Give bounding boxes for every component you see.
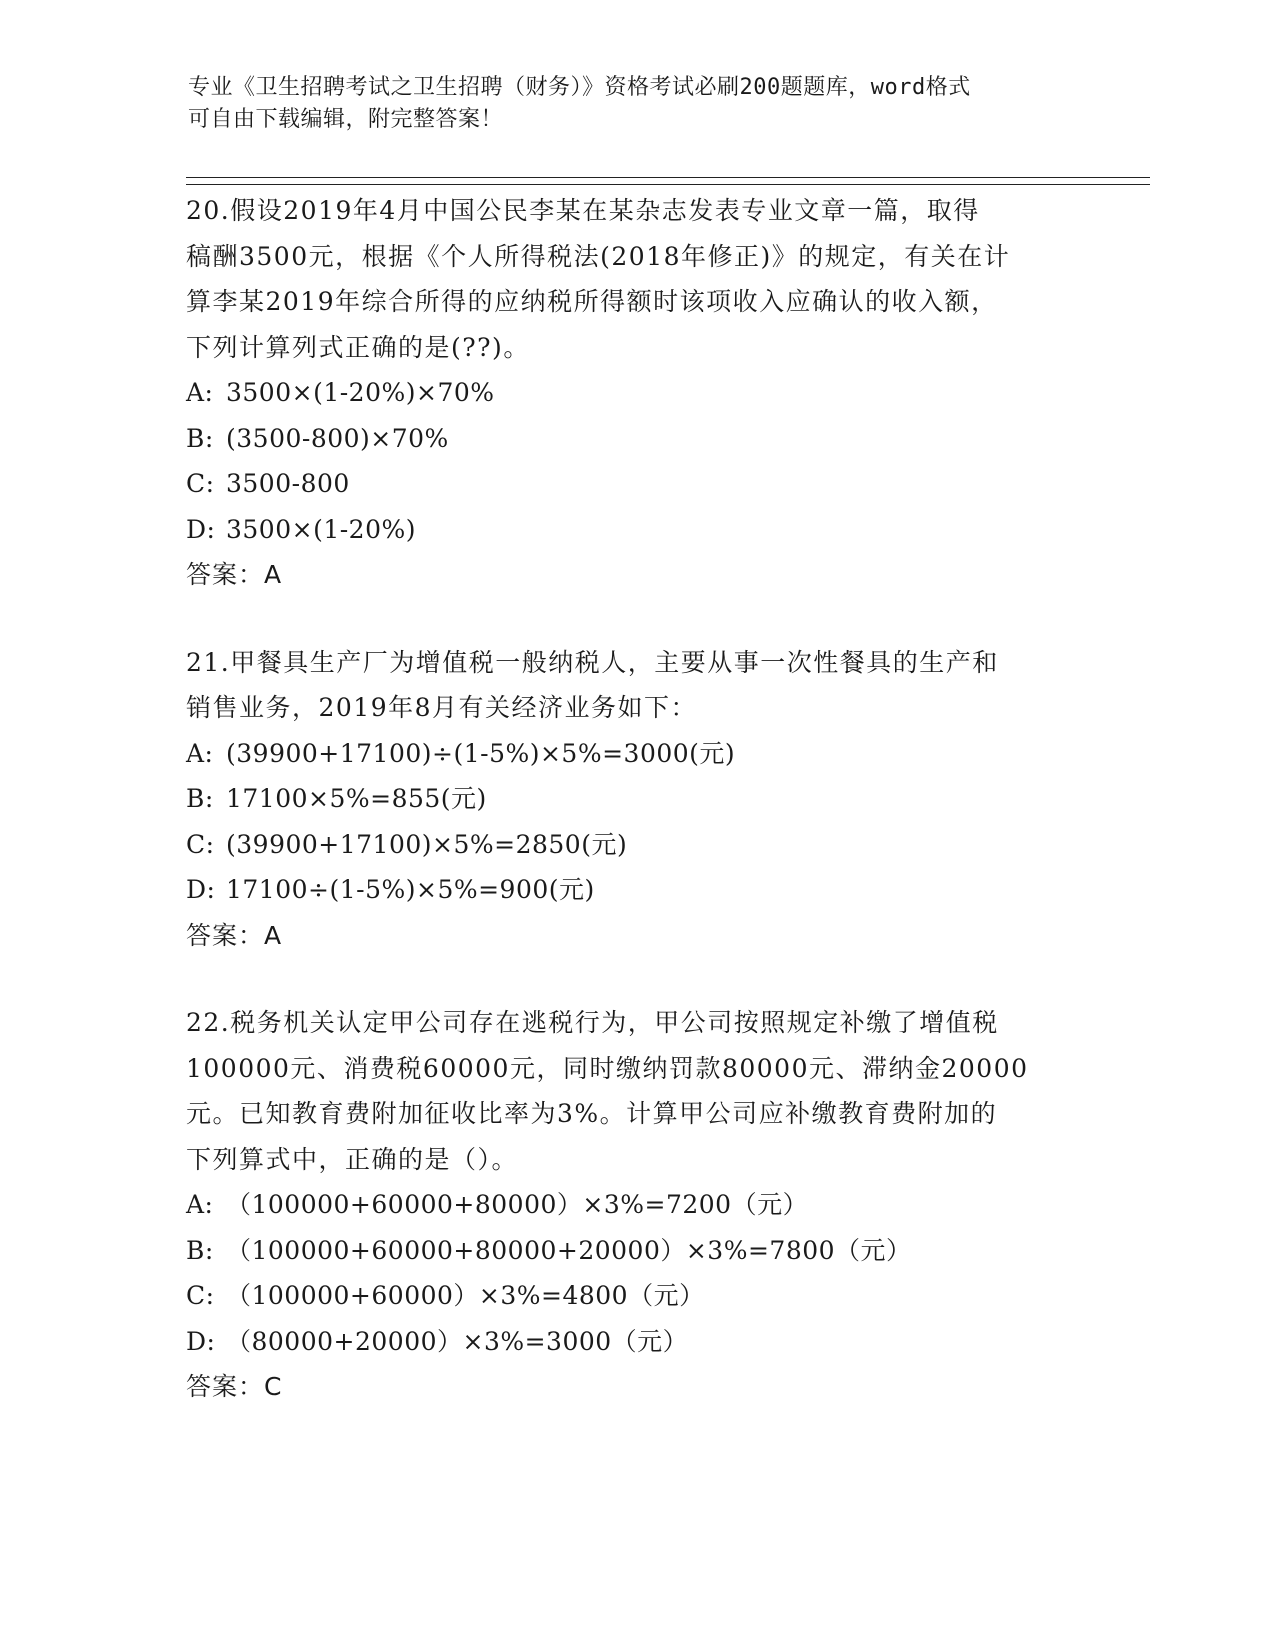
option-b <box>186 1228 1086 1274</box>
question-22 <box>186 1000 1086 1410</box>
option-letter: A: <box>186 378 214 407</box>
stem-line: 下列计算列式正确的是(??)。 <box>186 332 530 362</box>
option-text: (39900+17100)×5%=2850(元) <box>226 829 628 859</box>
stem-line: 稿酬3500元，根据《个人所得税法(2018年修正)》的规定，有关在计 <box>186 241 1011 271</box>
question-21 <box>186 640 1086 959</box>
stem-line: 元。已知教育费附加征收比率为3%。计算甲公司应补缴教育费附加的 <box>186 1099 998 1128</box>
stem-line: 销售业务，2019年8月有关经济业务如下： <box>186 693 698 722</box>
header-line-2: 可自由下载编辑，附完整答案！ <box>188 107 504 132</box>
stem-line: 算李某2019年综合所得的应纳税所得额时该项收入应确认的收入额， <box>186 287 998 316</box>
option-text: （100000+60000+80000+20000）×3%=7800（元） <box>226 1235 912 1265</box>
option-a <box>186 1182 1086 1228</box>
option-letter: A: <box>186 1190 214 1219</box>
question-stem <box>186 1000 1086 1182</box>
option-a <box>186 370 1086 416</box>
option-letter: D: <box>186 514 216 544</box>
option-c <box>186 822 1086 868</box>
option-letter: B: <box>186 784 214 813</box>
option-text: （100000+60000+80000）×3%=7200（元） <box>226 1190 809 1219</box>
option-d <box>186 867 1086 913</box>
answer-line: 答案：A <box>186 560 283 589</box>
question-20 <box>186 188 1086 598</box>
option-letter: B: <box>186 423 214 453</box>
option-c <box>186 1273 1086 1319</box>
stem-line: 22.税务机关认定甲公司存在逃税行为，甲公司按照规定补缴了增值税 <box>186 1008 999 1037</box>
option-text: （100000+60000）×3%=4800（元） <box>226 1281 705 1310</box>
option-letter: D: <box>186 875 216 904</box>
stem-line: 100000元、消费税60000元，同时缴纳罚款80000元、滞纳金20000 <box>186 1053 1029 1083</box>
answer-line: 答案：A <box>186 920 283 950</box>
question-stem <box>186 640 1086 731</box>
option-text: (39900+17100)÷(1-5%)×5%=3000(元) <box>226 738 736 768</box>
stem-line: 21.甲餐具生产厂为增值税一般纳税人，主要从事一次性餐具的生产和 <box>186 647 999 677</box>
option-text: (3500-800)×70% <box>226 423 449 453</box>
option-letter: A: <box>186 738 214 768</box>
option-text: 17100÷(1-5%)×5%=900(元) <box>226 875 595 904</box>
option-text: 17100×5%=855(元) <box>226 784 487 813</box>
stem-line: 20.假设2019年4月中国公民李某在某杂志发表专业文章一篇，取得 <box>186 196 980 225</box>
option-letter: D: <box>186 1326 216 1356</box>
option-letter: C: <box>186 469 215 498</box>
option-text: 3500-800 <box>226 469 350 498</box>
stem-line: 下列算式中，正确的是（）。 <box>186 1144 519 1174</box>
option-d <box>186 1319 1086 1365</box>
option-a <box>186 731 1086 777</box>
question-list <box>186 188 1086 1452</box>
option-letter: B: <box>186 1235 214 1265</box>
header-divider-bottom <box>186 184 1150 185</box>
question-stem <box>186 188 1086 370</box>
option-b <box>186 776 1086 822</box>
header-line-1: 专业《卫生招聘考试之卫生招聘（财务）》资格考试必刷200题题库，word格式 <box>188 75 971 100</box>
option-text: 3500×(1-20%) <box>226 514 416 544</box>
option-text: 3500×(1-20%)×70% <box>226 378 495 407</box>
option-letter: C: <box>186 1281 215 1310</box>
option-text: （80000+20000）×3%=3000（元） <box>226 1326 689 1356</box>
option-c <box>186 461 1086 507</box>
document-header <box>188 72 1088 136</box>
option-letter: C: <box>186 829 215 859</box>
option-d <box>186 507 1086 553</box>
option-b <box>186 416 1086 462</box>
header-divider-top <box>186 177 1150 178</box>
answer-line: 答案：C <box>186 1372 283 1401</box>
